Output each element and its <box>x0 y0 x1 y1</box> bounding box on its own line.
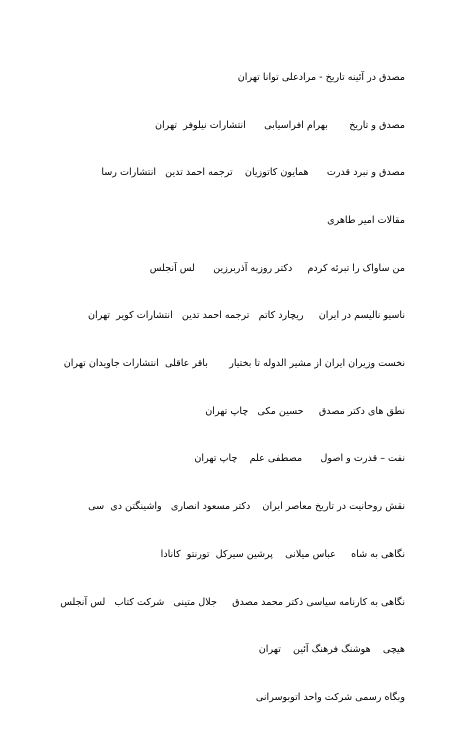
bibliography-entry: نگاهی به کارنامه سیاسی دکتر محمد مصدق جلال متینی شرکت کتاب لس آنجلس <box>60 596 405 608</box>
bibliography-entry: مصدق و تاریخ بهرام افراسیابی انتشارات نیلوفر تهران <box>154 119 405 131</box>
bibliography-entry: نقش روحانیت در تاریخ معاصر ایران دکتر مسعود انصاری واشینگتن دی سی <box>88 501 405 513</box>
bibliography-entry: نفت – قدرت و اصول مصطفی علم چاپ تهران <box>194 453 405 465</box>
bibliography-entry: من ساواک را تبرئه کردم دکتر روزبه آذربرزین لس آنجلس <box>149 262 405 274</box>
bibliography-entry: وبگاه رسمی شرکت واحد اتوبوسرانی <box>255 691 405 703</box>
bibliography-entry: ناسیو نالیسم در ایران ریچارد کاتم ترجمه احمد تدین انتشارات کویر تهران <box>87 310 405 322</box>
bibliography-entry: مقالات امیر طاهری <box>327 214 405 226</box>
bibliography-entry: نطق های دکتر مصدق حسین مکی چاپ تهران <box>205 405 405 417</box>
bibliography-entry: مصدق و نبرد قدرت همایون کاتوزیان ترجمه احمد تدین انتشارات رسا <box>101 167 405 179</box>
bibliography-list <box>60 38 405 738</box>
bibliography-entry: هیچی هوشنگ فرهنگ آئین تهران <box>258 644 405 656</box>
bibliography-entry: نگاهی به شاه عباس میلانی پرشین سیرکل تورنتو کانادا <box>160 548 405 560</box>
bibliography-entry: نخست وزیران ایران از مشیر الدوله تا بختیار باقر عاقلی انتشارات جاویدان تهران <box>63 358 405 370</box>
bibliography-entry: مصدق در آئینه تاریخ - مرادعلی توانا تهران <box>237 71 405 83</box>
